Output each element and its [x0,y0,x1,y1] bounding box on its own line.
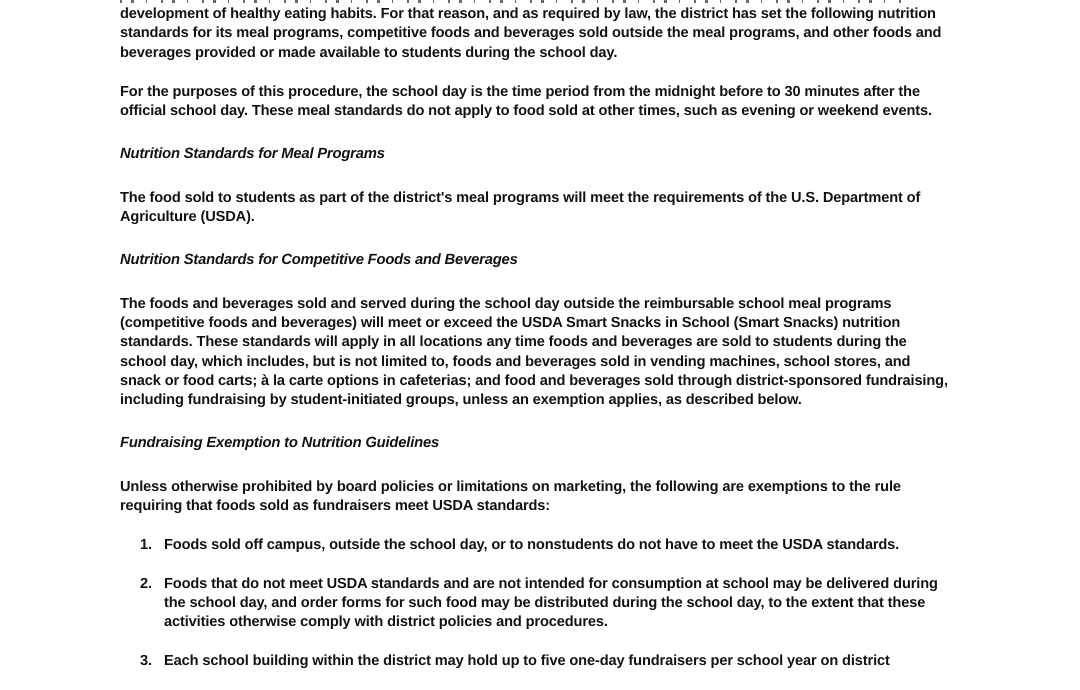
list-item-text: Each school building within the district may hold up to five one-day fundraisers per school year on district [164,652,890,669]
list-item-text: Foods that do not meet USDA standards and are not intended for consumption at school may be delivered during the school day, and order forms for such food may be distributed during the school day, to the extent that these activities otherwise comply with district policies and procedures. [164,575,938,631]
list-item-number: 2. [140,575,152,592]
document-page [120,0,952,690]
list-item-2 [140,575,952,633]
paragraph-competitive-foods: The foods and beverages sold and served during the school day outside the reimbursable school meal programs (competitive foods and beverages) will meet or exceed the USDA Smart Snacks in School (Smart Snacks) nutrition standards. These standards will apply in all locations any time foods and beverages are sold to students during the school day, which includes, but is not limited to, foods and beverages sold in vending machines, school stores, and snack or food carts; à la carte options in cafeterias; and food and beverages sold through district-sponsored fundraising, including fundraising by student-initiated groups, unless an exemption applies, as described below. [120,295,948,409]
list-item-number: 3. [140,652,152,669]
exemption-list [140,536,952,670]
list-item-1 [140,536,952,555]
list-item-3 [140,652,952,671]
paragraph-fundraising-exemption-intro: Unless otherwise prohibited by board policies or limitations on marketing, the following are exemptions to the rule requiring that foods sold as fundraisers meet USDA standards: [120,478,901,515]
clipped-top-line-fragments [120,0,910,3]
heading-fundraising-exemption: Fundraising Exemption to Nutrition Guidelines [120,435,440,452]
heading-meal-programs: Nutrition Standards for Meal Programs [120,146,385,163]
paragraph-school-day-definition: For the purposes of this procedure, the school day is the time period from the midnight before to 30 minutes after the official school day. These meal standards do not apply to food sold at other times, such as evening or weekend events. [120,83,932,120]
paragraph-meal-programs: The food sold to students as part of the district's meal programs will meet the requirements of the U.S. Department of Agriculture (USDA). [120,189,921,226]
paragraph-nutrition-standards-intro: development of healthy eating habits. For that reason, and as required by law, the district has set the following nutrition standards for its meal programs, competitive foods and beverages sold outside the meal programs, and other foods and beverages provided or made available to students during the school day. [120,6,942,61]
list-item-text: Foods sold off campus, outside the school day, or to nonstudents do not have to meet the USDA standards. [164,537,900,554]
heading-competitive-foods: Nutrition Standards for Competitive Foods and Beverages [120,252,518,269]
list-item-number: 1. [140,537,152,554]
